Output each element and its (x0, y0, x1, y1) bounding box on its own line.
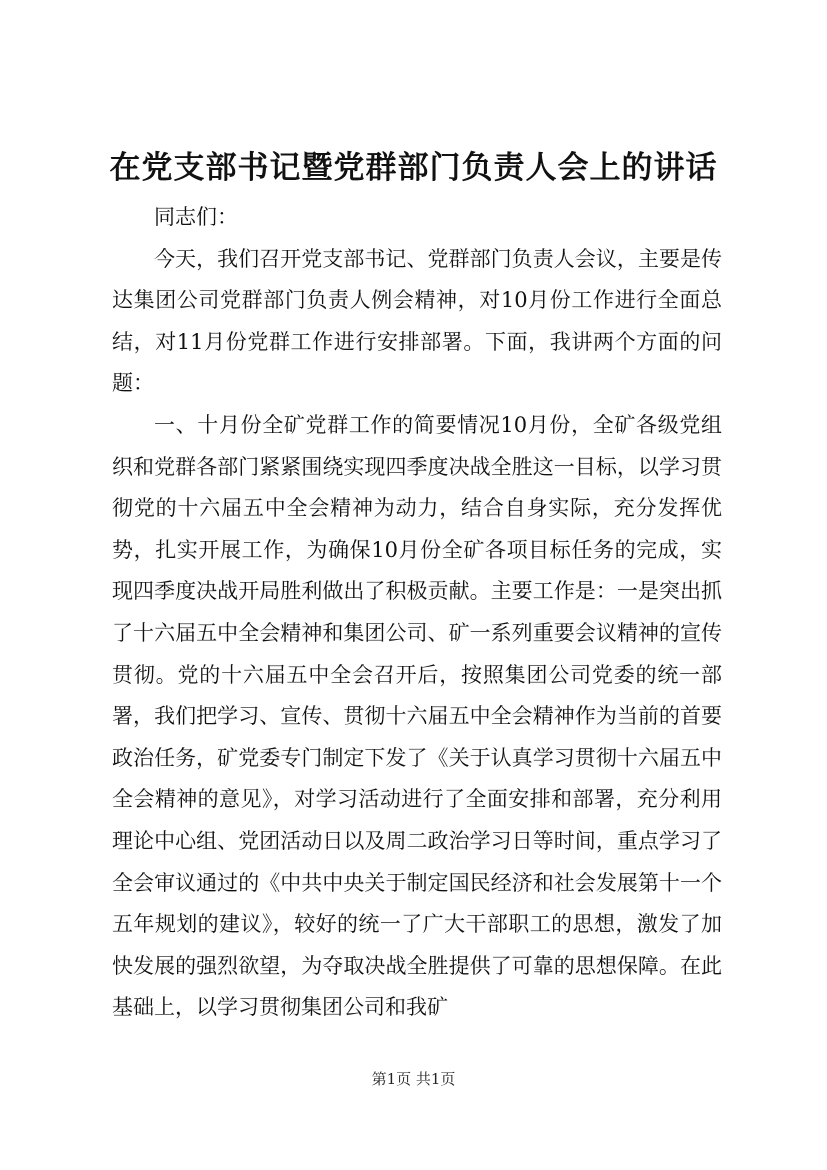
salutation: 同志们： (154, 205, 238, 229)
page-footer (0, 1069, 827, 1089)
paragraph-1: 今天，我们召开党支部书记、党群部门负责人会议，主要是传达集团公司党群部门负责人例会精神，对10月份工作进行全面总结，对11月份党群工作进行安排部署。下面，我讲两个方面的问题： (112, 246, 722, 396)
page-number-label: 第1页 共1页 (371, 1070, 456, 1088)
paragraph-2: 一、十月份全矿党群工作的简要情况10月份，全矿各级党组织和党群各部门紧紧围绕实现四季度决战全胜这一目标，以学习贯彻党的十六届五中全会精神为动力，结合自身实际，充分发挥优势，扎实开展工作，为确保10月份全矿各项目标任务的完成，实现四季度决战开局胜利做出了积极贡献。主要工作是：一是突出抓了十六届五中全会精神和集团公司、矿一系列重要会议精神的宣传贯彻。党的十六届五中全会召开后，按照集团公司党委的统一部署，我们把学习、宣传、贯彻十六届五中全会精神作为当前的首要政治任务，矿党委专门制定下发了《关于认真学习贯彻十六届五中全会精神的意见》，对学习活动进行了全面安排和部署，充分利用理论中心组、党团活动日以及周二政治学习日等时间，重点学习了全会审议通过的《中共中央关于制定国民经济和社会发展第十一个五年规划的建议》，较好的统一了广大干部职工的思想，激发了加快发展的强烈欲望，为夺取决战全胜提供了可靠的思想保障。在此基础上，以学习贯彻集团公司和我矿 (112, 412, 722, 1020)
document-body (112, 197, 722, 1029)
document-title: 在党支部书记暨党群部门负责人会上的讲话 (109, 150, 718, 186)
